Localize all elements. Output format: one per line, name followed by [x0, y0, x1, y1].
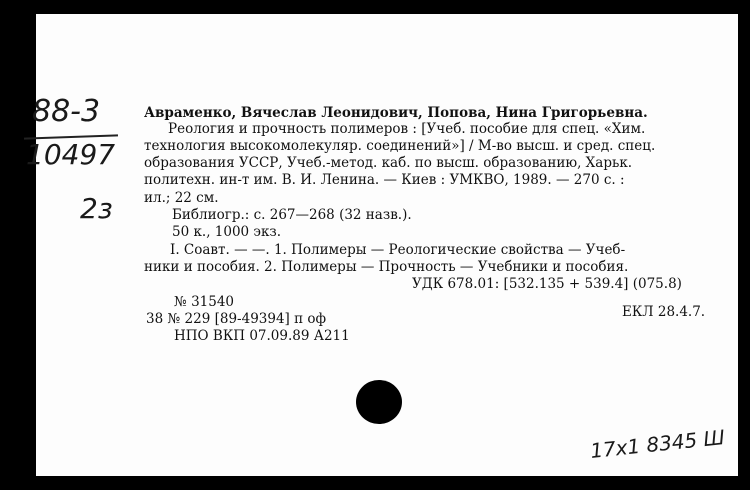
- description-line: политехн. ин-т им. В. И. Ленина. — Киев : УМКВО, 1989. — 270 с. :: [144, 172, 625, 188]
- print-run-note: 50 к., 1000 экз.: [172, 224, 282, 240]
- main-entry-heading: Авраменко, Вячеслав Леонидович, Попова, Нина Григорьевна.: [144, 105, 648, 121]
- description-line: технология высокомолекуляр. соединений»] / М-во высш. и сред. спец.: [144, 138, 656, 154]
- description-line: ил.; 22 см.: [144, 190, 219, 206]
- handwritten-copies-mark: 2з: [80, 192, 113, 225]
- card-number: № 31540: [174, 294, 235, 310]
- order-number: 38 № 229 [89-49394] п оф: [146, 311, 327, 327]
- bibliography-note: Библиогр.: с. 267—268 (32 назв.).: [172, 207, 412, 223]
- punch-hole: [356, 380, 402, 424]
- handwritten-bottom-note: 17х1 8345 Ш: [589, 425, 726, 463]
- description-line: образования УССР, Учеб.-метод. каб. по высш. образованию, Харьк.: [144, 155, 633, 171]
- tracings-line: ники и пособия. 2. Полимеры — Прочность — Учебники и пособия.: [144, 259, 629, 275]
- ekl-code: ЕКЛ 28.4.7.: [622, 304, 706, 320]
- producer-line: НПО ВКП 07.09.89 А211: [174, 328, 350, 344]
- handwritten-shelfmark-top: 88-3: [32, 94, 101, 129]
- handwritten-shelfmark-bottom: 10497: [26, 138, 116, 171]
- tracings-line: I. Соавт. — —. 1. Полимеры — Реологические свойства — Учеб-: [170, 242, 626, 258]
- udc-classification: УДК 678.01: [532.135 + 539.4] (075.8): [412, 276, 682, 292]
- description-line: Реология и прочность полимеров : [Учеб. пособие для спец. «Хим.: [168, 121, 646, 137]
